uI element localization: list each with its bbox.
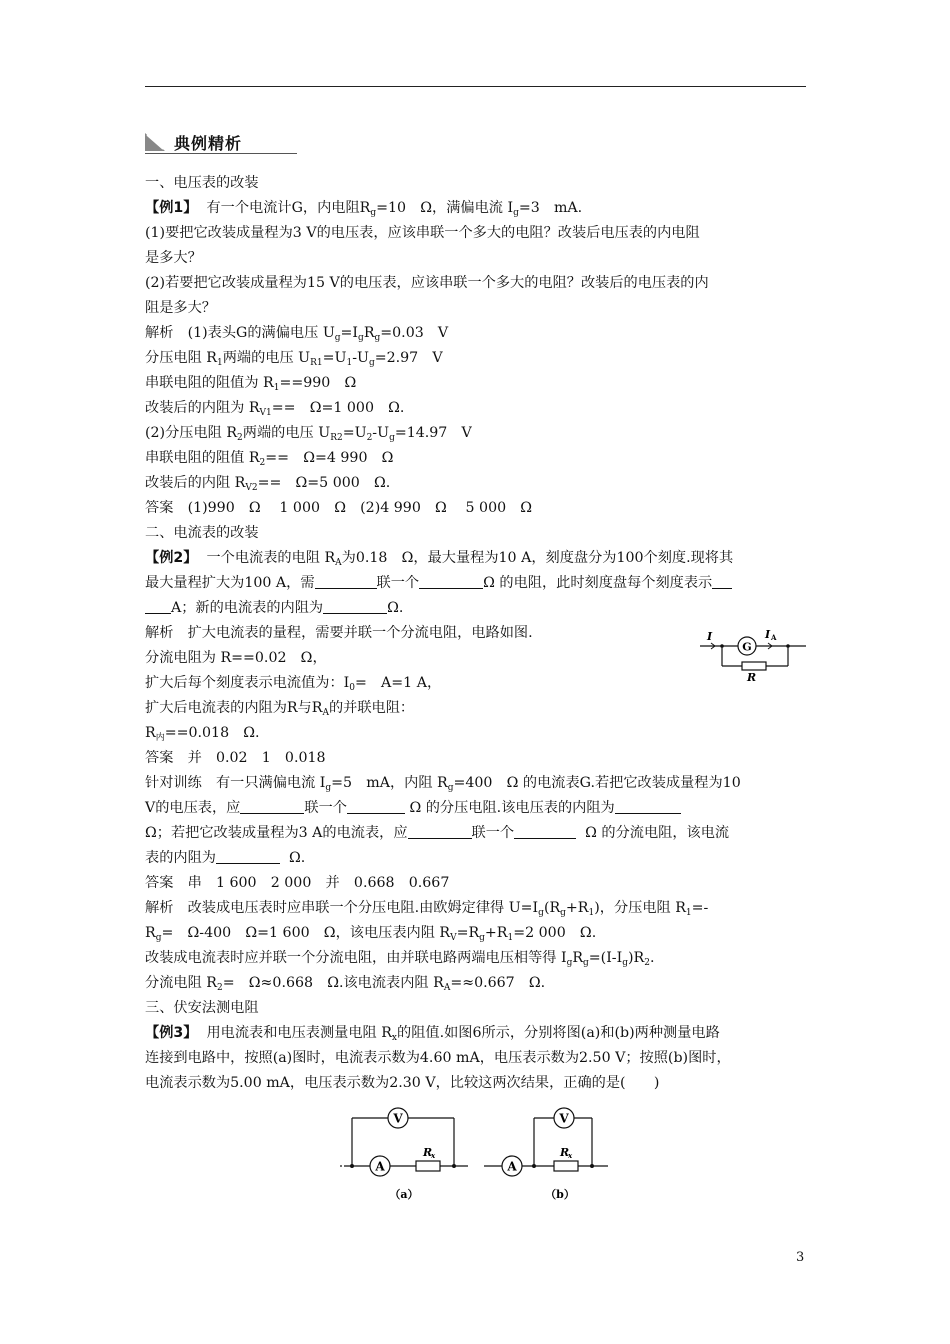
ex2-answer: 答案 并 0.02 1 0.018 (145, 750, 326, 766)
ex3-question-1 (145, 1023, 720, 1048)
t: V的电压表，应 (145, 800, 241, 816)
ex1-sol-7 (145, 473, 390, 498)
resistor-sub: x (568, 1151, 573, 1160)
ex2-sol-4 (145, 698, 414, 723)
t: 扩大后电流表的内阻为R与R (145, 700, 323, 716)
sub: A (335, 558, 342, 568)
ex2-sol-1: 解析 扩大电流表的量程，需要并联一个分流电阻，电路如图. (145, 625, 533, 641)
t: = Ω≈0.668 Ω.该电流表内阻 R (222, 975, 444, 991)
ex1-answer: 答案 (1)990 Ω 1 000 Ω (2)4 990 Ω 5 000 Ω (145, 500, 533, 516)
ex3-tag: 【例3】 (145, 1025, 198, 1041)
answer-blank[interactable] (347, 799, 405, 814)
section-heading (145, 130, 297, 155)
answer-blank[interactable] (216, 849, 280, 864)
t: 为0.18 Ω，最大量程为10 A，刻度盘分为100个刻度.现将其 (341, 550, 734, 566)
ex1-sol-1: 解析 (1)表头G的满偏电压 $U_g=I_gR_g=0.03$ V (145, 325, 449, 343)
heading-voltmeter: 一、电压表的改装 (145, 175, 259, 191)
t: ==0.018 Ω. (164, 725, 260, 741)
sub: g (155, 933, 162, 943)
t: =14.97 V (394, 425, 472, 441)
t: = A=1 A， (354, 675, 442, 691)
t: R (145, 725, 156, 741)
t: 一个电流表的电阻 R (206, 550, 336, 566)
t: . (649, 950, 655, 966)
t: 改装后的内阻 R (145, 475, 246, 491)
ex3-question-3: 电流表示数为5.00 mA，电压表示数为2.30 V，比较这两次结果，正确的是( ) (145, 1075, 660, 1091)
t: 两端的电压 U (222, 350, 311, 366)
voltmeter-label: V (559, 1111, 569, 1126)
ex1-part1-b: 是多大？ (145, 250, 202, 266)
section-title: 典例精析 (174, 134, 243, 153)
caption-b: （b） (545, 1188, 575, 1201)
t: Ω；若把它改装成量程为3 A的电流表，应 (145, 825, 408, 841)
current-I-label: I (707, 630, 713, 643)
answer-blank[interactable] (240, 799, 304, 814)
circuit-diagram-a (340, 1100, 475, 1205)
ex3-question-2: 连接到电路中，按照(a)图时，电流表示数为4.60 mA，电压表示数为2.50 V；按照(b)图时， (145, 1050, 731, 1066)
t: 联一个 (304, 800, 347, 816)
sub: 1 (346, 358, 353, 368)
t: == Ω=1 000 Ω. (271, 400, 405, 416)
t: 解析 (1)表头G的满偏电压 U (145, 325, 335, 341)
sub: 1 (273, 383, 280, 393)
t: =R (456, 925, 480, 941)
t: 解析 改装成电压表时应串联一个分压电阻.由欧姆定律得 U=I (145, 900, 539, 916)
answer-blank[interactable] (408, 824, 472, 839)
sub: g (538, 908, 544, 918)
t: 改装后的内阻为 R (145, 400, 260, 416)
t: Ω 的电阻，此时刻度盘每个刻度表示 (483, 575, 713, 591)
answer-blank[interactable] (323, 599, 387, 614)
t: 表的内阻为 (145, 850, 216, 866)
drill-q-4 (145, 848, 305, 868)
t: 联一个 (376, 575, 420, 591)
t: 串联电阻的阻值 R (145, 450, 260, 466)
heading-ammeter: 二、电流表的改装 (145, 525, 259, 541)
ex1-sol-3 (145, 373, 356, 398)
ex1-part1-a: (1)要把它改装成量程为3 V的电压表，应该串联一个多大的电阻？改装后电压表的内电阻 (145, 225, 700, 241)
ammeter-label: A (507, 1159, 517, 1174)
sub: g (389, 433, 395, 443)
sub: 1 (507, 933, 514, 943)
sub: 1 (216, 358, 223, 368)
sub: g (566, 958, 573, 968)
t: =≈0.667 Ω. (450, 975, 546, 991)
shunt-circuit-diagram (698, 626, 808, 684)
sub: V2 (245, 483, 258, 493)
ex1-tag: 【例1】 (145, 200, 198, 216)
ex1-part2-b: 阻是多大？ (145, 300, 216, 316)
sub: g (583, 958, 589, 968)
drill-sol-1 (145, 898, 708, 923)
drill-answer: 答案 串 1 600 2 000 并 0.668 0.667 (145, 875, 450, 891)
answer-blank[interactable] (315, 574, 377, 589)
sub: g (479, 933, 485, 943)
t: Ω 的分流电阻，该电流 (585, 825, 730, 841)
ex1-q: 有一个电流计G，内电阻R (206, 200, 371, 216)
sub: 0 (349, 683, 355, 693)
sub: g (447, 783, 454, 793)
ex2-tag: 【例2】 (145, 550, 198, 566)
t: 针对训练 有一只满偏电流 I (145, 775, 326, 791)
sub: 2 (216, 983, 223, 993)
t: =(I-I (588, 950, 623, 966)
t: 分压电阻 R (145, 350, 217, 366)
sub: 内 (155, 733, 165, 743)
sub: 2 (644, 958, 650, 968)
ex2-question-1 (145, 548, 733, 573)
sub: V (450, 933, 457, 943)
ex2-question-3 (145, 598, 403, 618)
sub: R1 (310, 358, 323, 368)
answer-blank[interactable] (145, 599, 171, 614)
sub: R2 (330, 433, 343, 443)
resistor-label: R (423, 1146, 433, 1159)
sub: g (325, 783, 332, 793)
t: )R (627, 950, 645, 966)
galvanometer-label: G (742, 640, 752, 654)
sub: g (358, 333, 364, 343)
drill-sol-4 (145, 973, 545, 998)
t: )，分压电阻 R (594, 900, 686, 916)
t: Ω 的分压电阻.该电压表的内阻为 (409, 800, 615, 816)
ex2-sol-2: 分流电阻为 R==0.02 Ω， (145, 650, 327, 666)
t: 串联电阻的阻值为 R (145, 375, 274, 391)
t: 用电流表和电压表测量电阻 R (206, 1025, 392, 1041)
sub: g (368, 358, 375, 368)
drill-q-3 (145, 823, 729, 843)
t: 最大量程扩大为100 A，需 (145, 575, 315, 591)
corner-triangle-icon (145, 133, 165, 151)
heading-voltammetry: 三、伏安法测电阻 (145, 1000, 259, 1016)
t: 扩大后每个刻度表示电流值为：I (145, 675, 350, 691)
t: =2.97 V (374, 350, 443, 366)
t: =0.03 V (380, 325, 449, 341)
answer-blank[interactable] (514, 824, 576, 839)
circuit-diagram-b (484, 1100, 614, 1205)
shunt-resistor-label: R (747, 671, 757, 684)
answer-blank[interactable] (615, 799, 681, 814)
t: (2)分压电阻 R (145, 425, 238, 441)
ex2-sol-3 (145, 673, 441, 698)
ex1-sol-5: (2)分压电阻 $R_2$两端的电压 $U_{R2}=U_2-U_g=14.97$ V (145, 425, 472, 443)
t: A；新的电流表的内阻为 (171, 600, 324, 616)
drill-q-1 (145, 773, 741, 798)
sub: 2 (259, 458, 266, 468)
ex1-sol-6 (145, 448, 393, 473)
sub: 2 (237, 433, 243, 443)
t: =5 mA，内阻 R (331, 775, 448, 791)
sub: g (560, 908, 566, 918)
current-IA-sub: A (771, 633, 777, 642)
answer-blank[interactable] (419, 574, 483, 589)
ex2-sol-5 (145, 723, 260, 748)
t: =2 000 Ω. (513, 925, 597, 941)
t: 的阻值.如图6所示，分别将图(a)和(b)两种测量电路 (397, 1025, 720, 1041)
sub: g (374, 333, 381, 343)
t: 联一个 (471, 825, 515, 841)
ex1-question (145, 198, 582, 223)
t: 改装成电流表时应并联一个分流电阻，由并联电路两端电压相等得 I (145, 950, 567, 966)
sub: V1 (259, 408, 272, 418)
sub: 1 (685, 908, 692, 918)
t: = Ω-400 Ω=1 600 Ω，该电压表内阻 R (161, 925, 451, 941)
ex1-sol-2: 分压电阻 $R_1$两端的电压 $U_{R1}=U_1-U_g=2.97$ V (145, 350, 443, 368)
t: (R (543, 900, 561, 916)
ex1-part2-a: (2)若要把它改装成量程为15 V的电压表，应该串联一个多大的电阻？改装后的电压表的内 (145, 275, 709, 291)
drill-q-2 (145, 798, 681, 818)
ammeter-label: A (375, 1159, 385, 1174)
resistor-label: R (560, 1146, 570, 1159)
current-IA-label: I (765, 628, 771, 641)
t: +R (565, 900, 589, 916)
sub: x (391, 1033, 397, 1043)
sub: 2 (366, 433, 373, 443)
t: R (145, 925, 156, 941)
sub: g (370, 208, 377, 218)
resistor-sub: x (431, 1151, 436, 1160)
t: +R (484, 925, 508, 941)
sub: g (622, 958, 628, 968)
drill-sol-2 (145, 923, 596, 948)
ex1-sol-4 (145, 398, 404, 423)
t: =400 Ω 的电流表G.若把它改装成量程为10 (453, 775, 741, 791)
sub: g (334, 333, 341, 343)
t: =- (691, 900, 709, 916)
sub: g (513, 208, 519, 218)
ex1-q-end: =3 mA. (518, 200, 583, 216)
header-rule (145, 86, 806, 87)
t: Ω. (387, 600, 404, 616)
section-underline (145, 153, 297, 154)
answer-blank[interactable] (712, 574, 732, 589)
page-number: 3 (796, 1250, 805, 1265)
t: R (572, 950, 584, 966)
ex1-q-mid: =10 Ω，满偏电流 I (376, 200, 514, 216)
t: 的并联电阻： (328, 700, 415, 716)
drill-sol-3 (145, 948, 654, 973)
sub: 1 (588, 908, 595, 918)
sub: A (322, 708, 329, 718)
voltmeter-label: V (393, 1111, 403, 1126)
t: == Ω=5 000 Ω. (257, 475, 391, 491)
ex2-question-2 (145, 573, 732, 593)
sub: A (443, 983, 451, 993)
t: ==990 Ω (279, 375, 357, 391)
t: 分流电阻 R (145, 975, 217, 991)
t: == Ω=4 990 Ω (265, 450, 394, 466)
t: Ω. (288, 850, 306, 866)
caption-a: （a） (389, 1188, 419, 1201)
